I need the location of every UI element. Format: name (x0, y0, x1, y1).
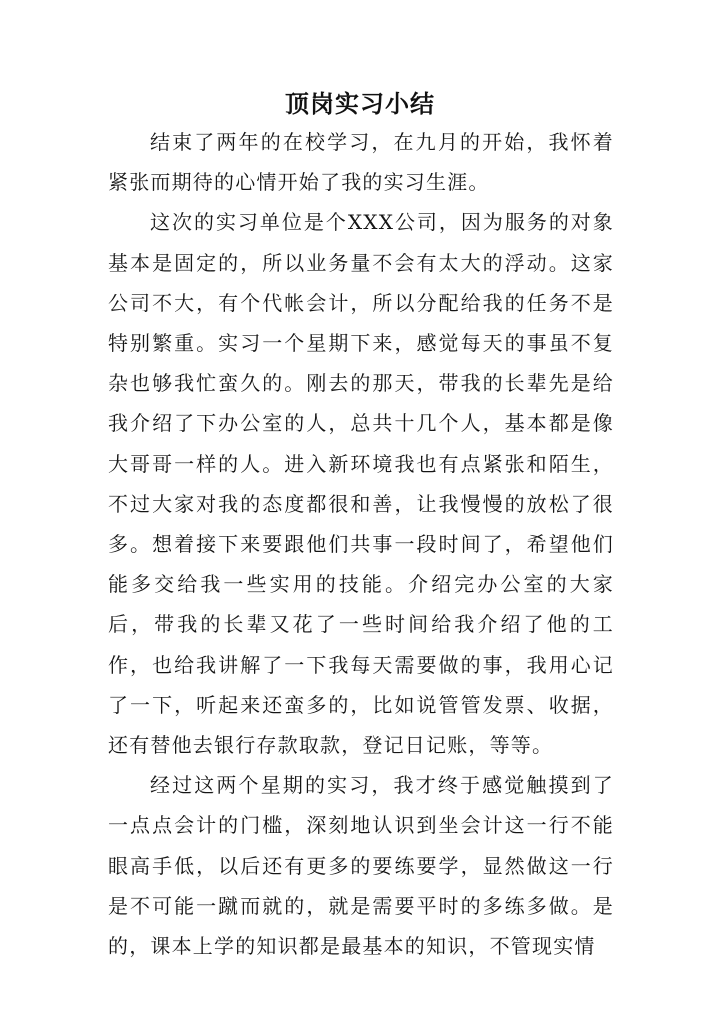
paragraph-1: 结束了两年的在校学习，在九月的开始，我怀着紧张而期待的心情开始了我的实习生涯。 (108, 130, 614, 195)
paragraph-2: 这次的实习单位是个XXX公司，因为服务的对象基本是固定的，所以业务量不会有太大的浮动。这家公司不大，有个代帐会计，所以分配给我的任务不是特别繁重。实习一个星期下来，感觉每天的事虽不复杂也够我忙蛮久的。刚去的那天，带我的长辈先是给我介绍了下办公室的人，总共十几个人，基本都是像大哥哥一样的人。进入新环境我也有点紧张和陌生，不过大家对我的态度都很和善，让我慢慢的放松了很多。想着接下来要跟他们共事一段时间了，希望他们能多交给我一些实用的技能。介绍完办公室的大家后，带我的长辈又花了一些时间给我介绍了他的工作，也给我讲解了一下我每天需要做的事，我用心记了一下，听起来还蛮多的，比如说管管发票、收据，还有替他去银行存款取款，登记日记账，等等。 (108, 210, 614, 758)
document-title: 顶岗实习小结 (285, 89, 435, 118)
document-body (108, 122, 614, 966)
paragraph-3: 经过这两个星期的实习，我才终于感觉触摸到了一点点会计的门槛，深刻地认识到坐会计这一行不能眼高手低，以后还有更多的要练要学，显然做这一行是不可能一蹴而就的，就是需要平时的多练多做。是的，课本上学的知识都是最基本的知识，不管现实情 (108, 773, 614, 959)
